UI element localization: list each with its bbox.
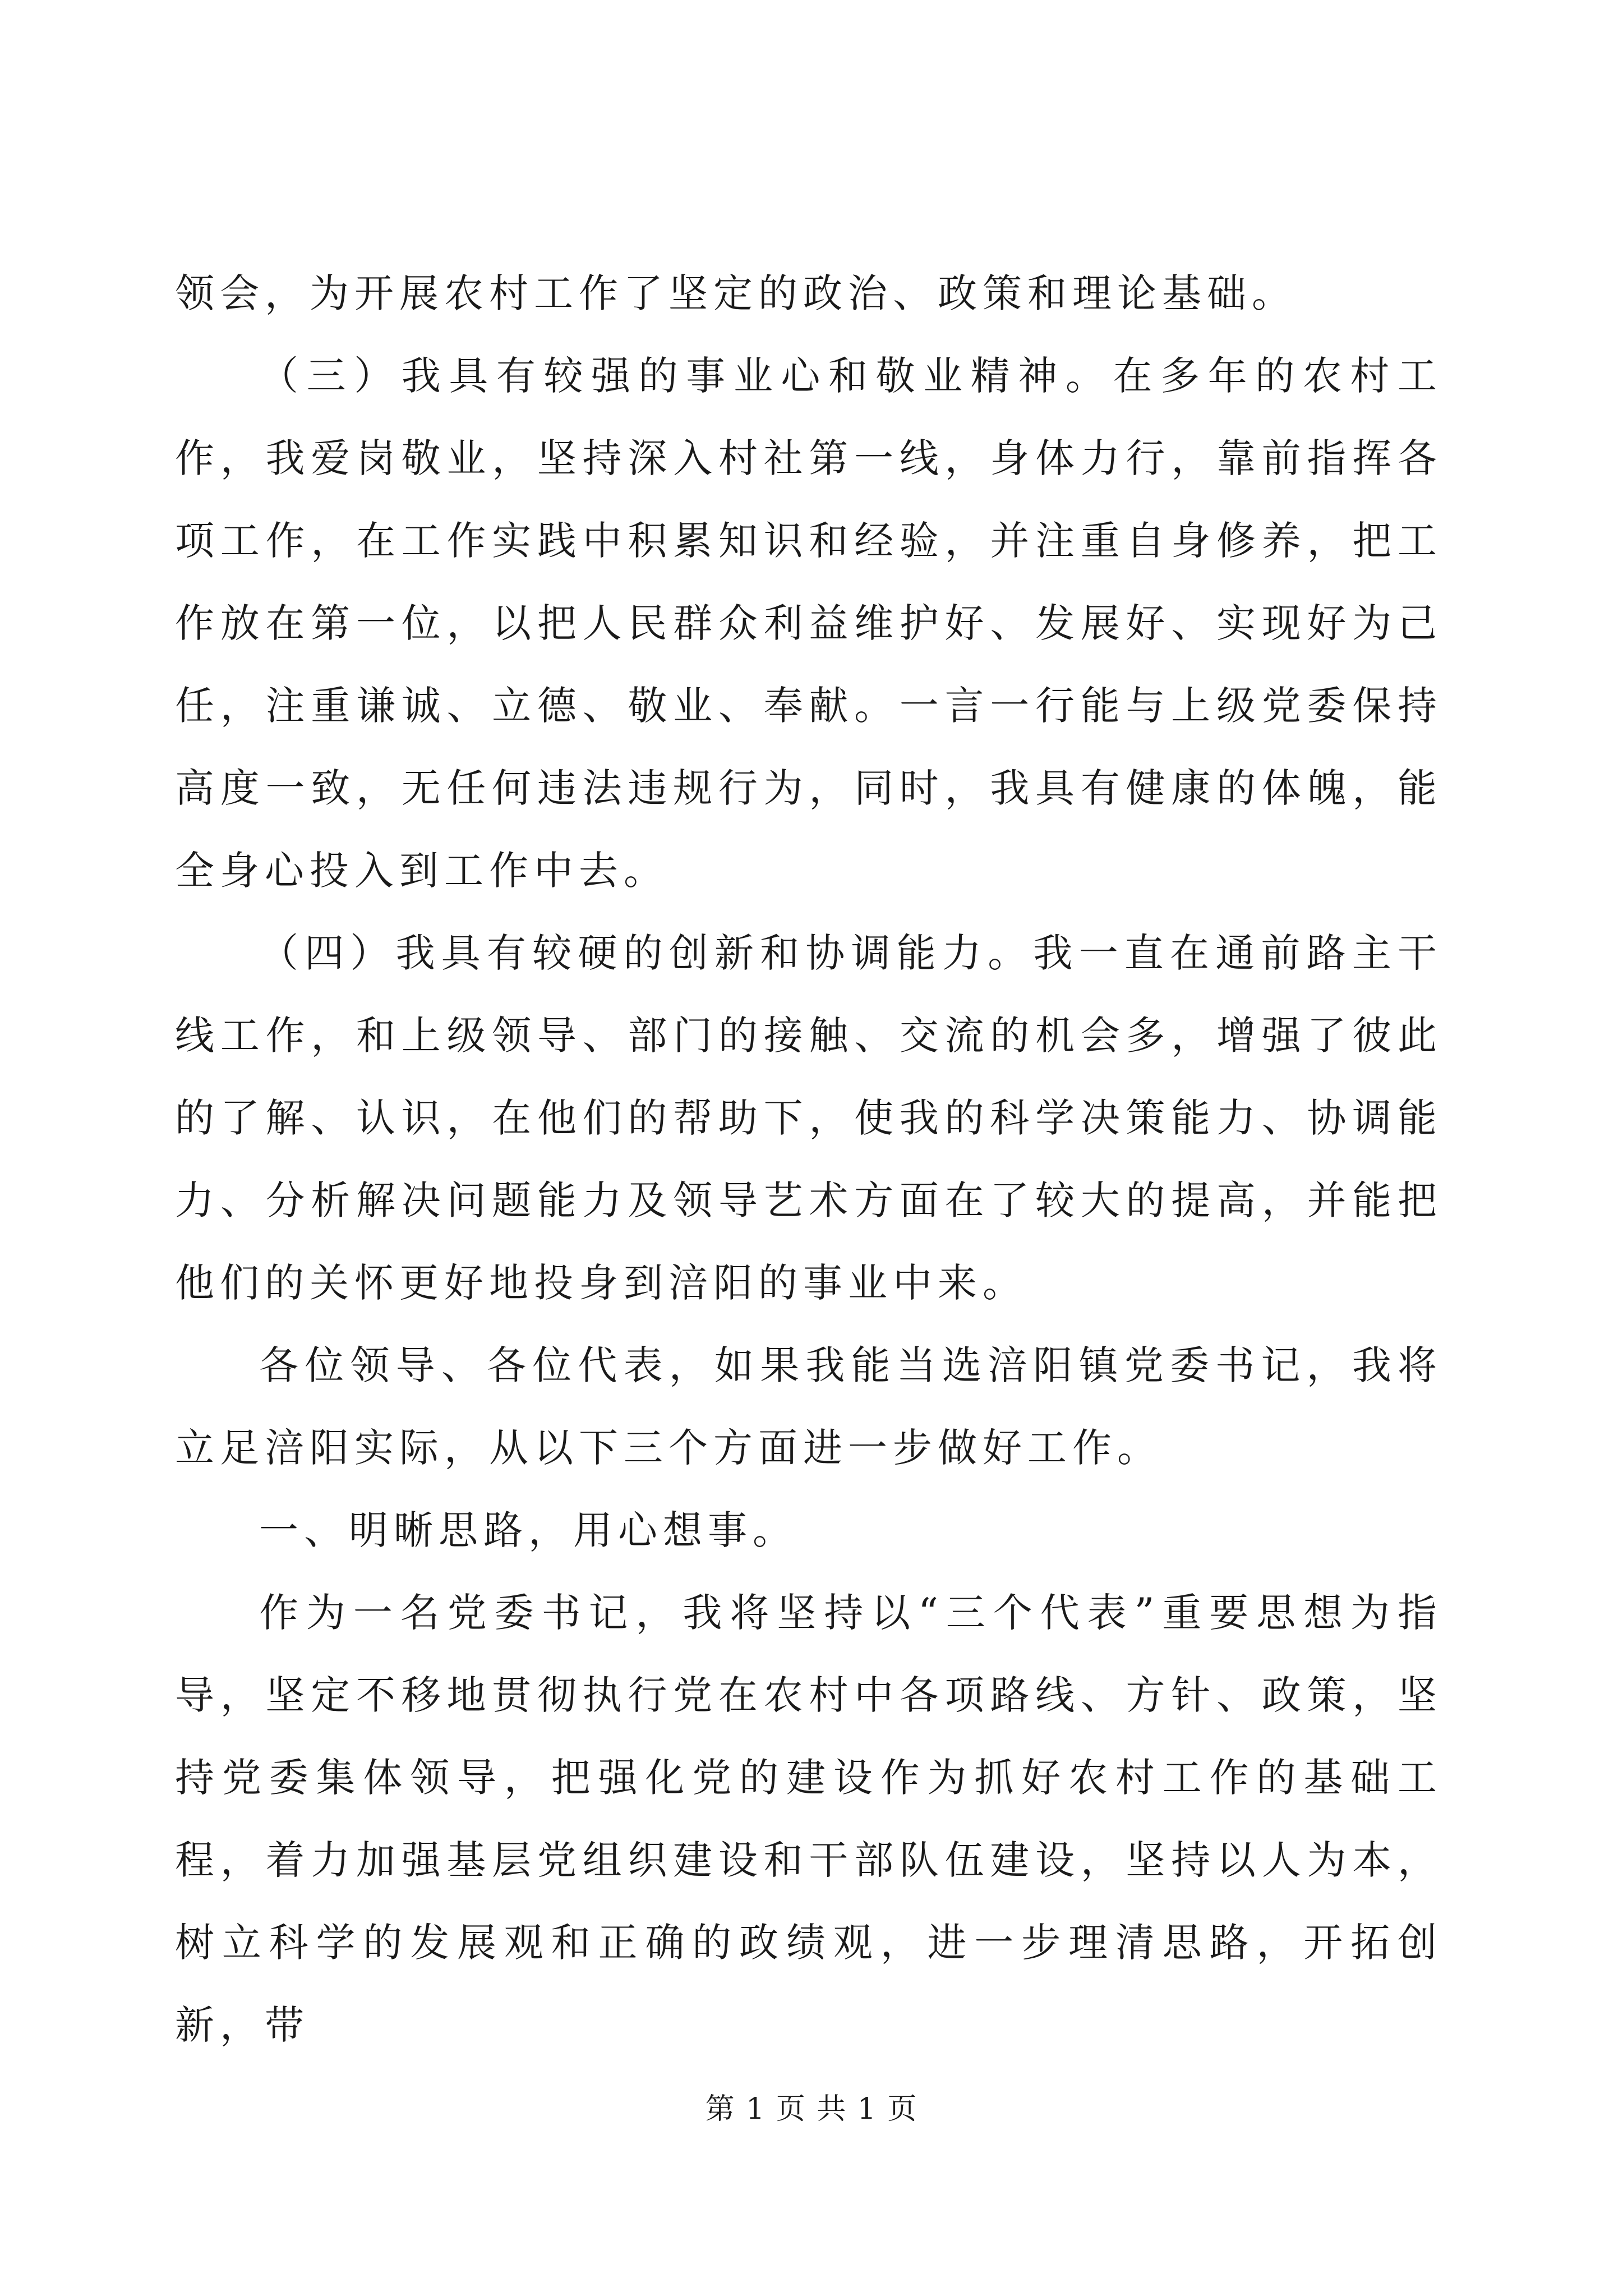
section-heading-one: 一、明晰思路，用心想事。 [259, 1507, 797, 1553]
document-body [175, 252, 1442, 2067]
paragraph-section-one: 作为一名党委书记，我将坚持以“三个代表”重要思想为指导，坚定不移地贯彻执行党在农村中各项路线、方针、政策，坚持党委集体领导，把强化党的建设作为抓好农村工作的基础工程，着力加强基层党组织建设和干部队伍建设，坚持以人为本，树立科学的发展观和正确的政绩观，进一步理清思路，开拓创新，带 [175, 1590, 1442, 2048]
paragraph-item-three: （三）我具有较强的事业心和敬业精神。在多年的农村工作，我爱岗敬业，坚持深入村社第一线，身体力行，靠前指挥各项工作，在工作实践中积累知识和经验，并注重自身修养，把工作放在第一位，以把人民群众利益维护好、发展好、实现好为己任，注重谦诚、立德、敬业、奉献。一言一行能与上级党委保持高度一致，无任何违法违规行为，同时，我具有健康的体魄，能全身心投入到工作中去。 [175, 353, 1442, 894]
paragraph-address: 各位领导、各位代表，如果我能当选涪阳镇党委书记，我将立足涪阳实际，从以下三个方面进一步做好工作。 [175, 1342, 1442, 1471]
paragraph-continuation: 领会，为开展农村工作了坚定的政治、政策和理论基础。 [175, 270, 1297, 316]
paragraph-item-four: （四）我具有较硬的创新和协调能力。我一直在通前路主干线工作，和上级领导、部门的接触、交流的机会多，增强了彼此的了解、认识，在他们的帮助下，使我的科学决策能力、协调能力、分析解决问题能力及领导艺术方面在了较大的提高，并能把他们的关怀更好地投身到涪阳的事业中来。 [175, 930, 1442, 1306]
page-footer: 第 1 页 共 1 页 [705, 2092, 918, 2126]
